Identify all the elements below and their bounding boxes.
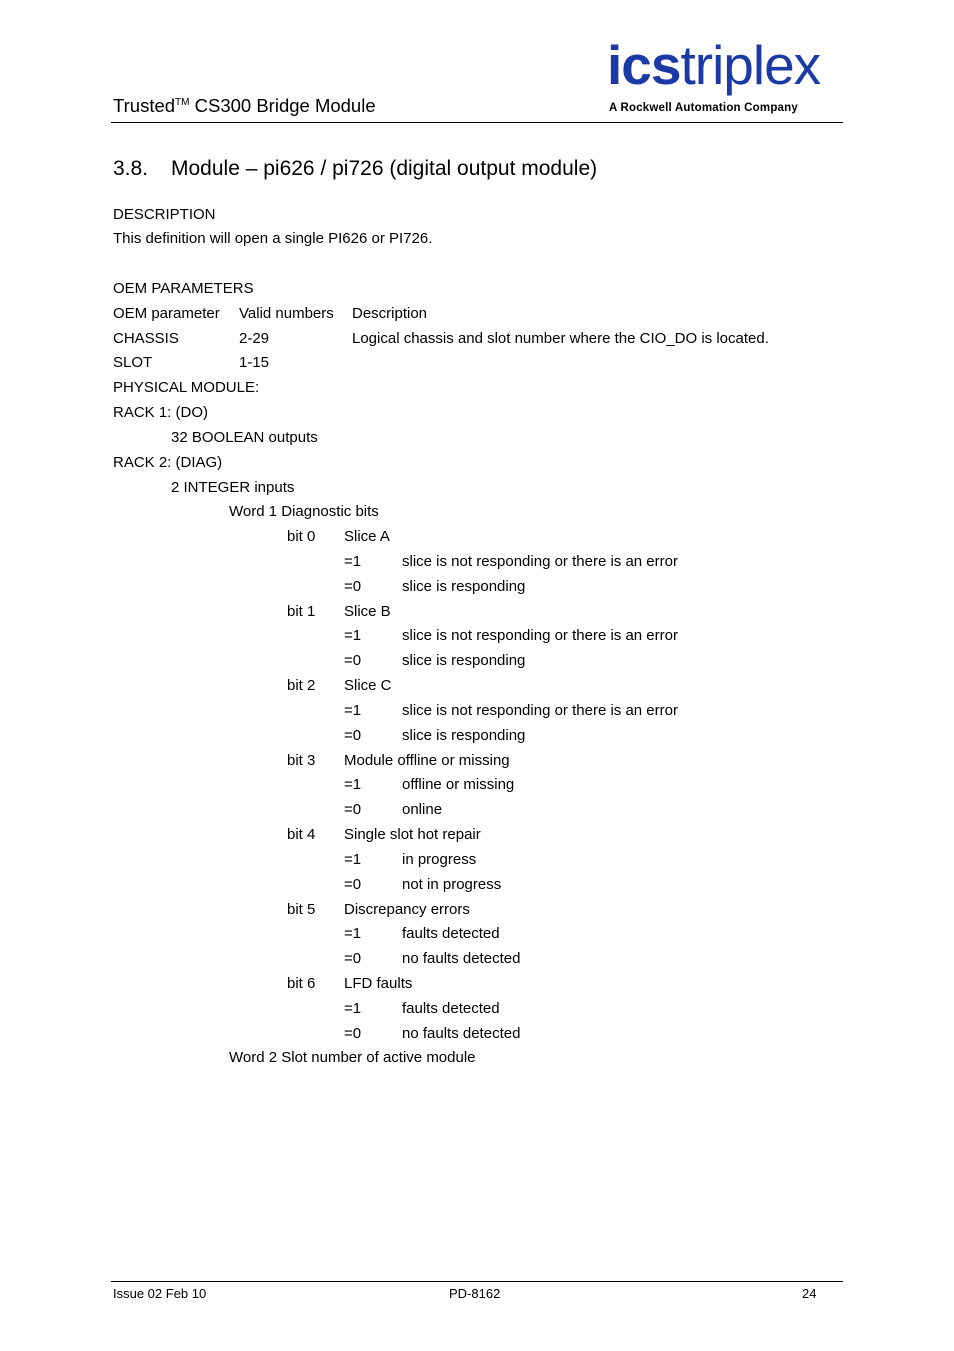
description-text: This definition will open a single PI626 or PI726. [113, 230, 433, 247]
bit-value-text: offline or missing [402, 776, 515, 793]
bit-number: bit 1 [287, 603, 316, 620]
bit-value-text: slice is responding [402, 652, 526, 669]
oem-column-header: Description [352, 305, 428, 322]
oem-row-valid: 2-29 [239, 330, 270, 347]
bit-number: bit 4 [287, 826, 316, 843]
rack2-item: 2 INTEGER inputs [171, 479, 295, 496]
bit-value-text: online [402, 801, 443, 818]
bit-value-text: not in progress [402, 876, 502, 893]
section-title: Module – pi626 / pi726 (digital output module) [171, 157, 598, 180]
logo-wordmark [607, 34, 820, 96]
logo-ics-text: ics [607, 34, 681, 96]
header-divider [111, 122, 843, 123]
oem-row-param: SLOT [113, 354, 153, 371]
bit-value-key: =1 [344, 1000, 362, 1017]
bit-value-text: in progress [402, 851, 477, 868]
bit-value-key: =1 [344, 553, 362, 570]
rack1-label: RACK 1: (DO) [113, 404, 209, 421]
word1-label: Word 1 Diagnostic bits [229, 503, 379, 520]
bit-value-text: faults detected [402, 1000, 500, 1017]
rack1-item: 32 BOOLEAN outputs [171, 429, 318, 446]
oem-row-param: CHASSIS [113, 330, 179, 347]
section-number: 3.8. [113, 157, 149, 180]
bit-label: Slice A [344, 528, 390, 545]
oem-row-desc: Logical chassis and slot number where the CIO_DO is located. [352, 330, 769, 347]
trademark-superscript: TM [175, 97, 190, 108]
section-heading [113, 156, 597, 182]
bit-value-text: slice is not responding or there is an error [402, 553, 678, 570]
description-heading: DESCRIPTION [113, 206, 216, 223]
bit-number: bit 6 [287, 975, 316, 992]
bit-number: bit 2 [287, 677, 316, 694]
bit-value-key: =1 [344, 702, 362, 719]
bit-value-key: =0 [344, 950, 362, 967]
oem-row-valid: 1-15 [239, 354, 270, 371]
bit-value-key: =0 [344, 652, 362, 669]
oem-column-header: Valid numbers [239, 305, 334, 322]
bit-value-text: no faults detected [402, 950, 521, 967]
document-header-title [113, 95, 376, 117]
bit-value-text: faults detected [402, 925, 500, 942]
header-title-suffix: CS300 Bridge Module [189, 95, 376, 116]
bit-label: Discrepancy errors [344, 901, 470, 918]
physical-module-heading: PHYSICAL MODULE: [113, 379, 260, 396]
bit-value-key: =0 [344, 801, 362, 818]
logo-tagline: A Rockwell Automation Company [609, 102, 798, 114]
bit-value-key: =1 [344, 776, 362, 793]
ics-triplex-logo [603, 34, 843, 120]
oem-column-header: OEM parameter [113, 305, 220, 322]
rack2-label: RACK 2: (DIAG) [113, 454, 223, 471]
bit-value-text: slice is not responding or there is an error [402, 702, 678, 719]
footer-doc-id: PD-8162 [449, 1286, 501, 1301]
bit-label: Module offline or missing [344, 752, 510, 769]
bit-value-key: =0 [344, 727, 362, 744]
logo-triplex-text: triplex [680, 34, 821, 96]
bit-value-key: =0 [344, 578, 362, 595]
bit-value-key: =1 [344, 627, 362, 644]
bit-value-text: no faults detected [402, 1025, 521, 1042]
footer-divider [111, 1281, 843, 1282]
footer-page-number: 24 [802, 1286, 817, 1301]
bit-value-key: =1 [344, 925, 362, 942]
bit-label: Slice B [344, 603, 391, 620]
bit-number: bit 3 [287, 752, 316, 769]
oem-heading: OEM PARAMETERS [113, 280, 254, 297]
bit-value-key: =1 [344, 851, 362, 868]
header-title-prefix: Trusted [113, 95, 176, 116]
bit-label: LFD faults [344, 975, 413, 992]
bit-value-key: =0 [344, 1025, 362, 1042]
footer-issue: Issue 02 Feb 10 [113, 1286, 207, 1301]
word2-label: Word 2 Slot number of active module [229, 1049, 476, 1066]
bit-number: bit 0 [287, 528, 316, 545]
bit-number: bit 5 [287, 901, 316, 918]
bit-value-text: slice is responding [402, 727, 526, 744]
bit-value-text: slice is not responding or there is an error [402, 627, 678, 644]
bit-value-text: slice is responding [402, 578, 526, 595]
bit-label: Slice C [344, 677, 392, 694]
bit-label: Single slot hot repair [344, 826, 481, 843]
bit-value-key: =0 [344, 876, 362, 893]
